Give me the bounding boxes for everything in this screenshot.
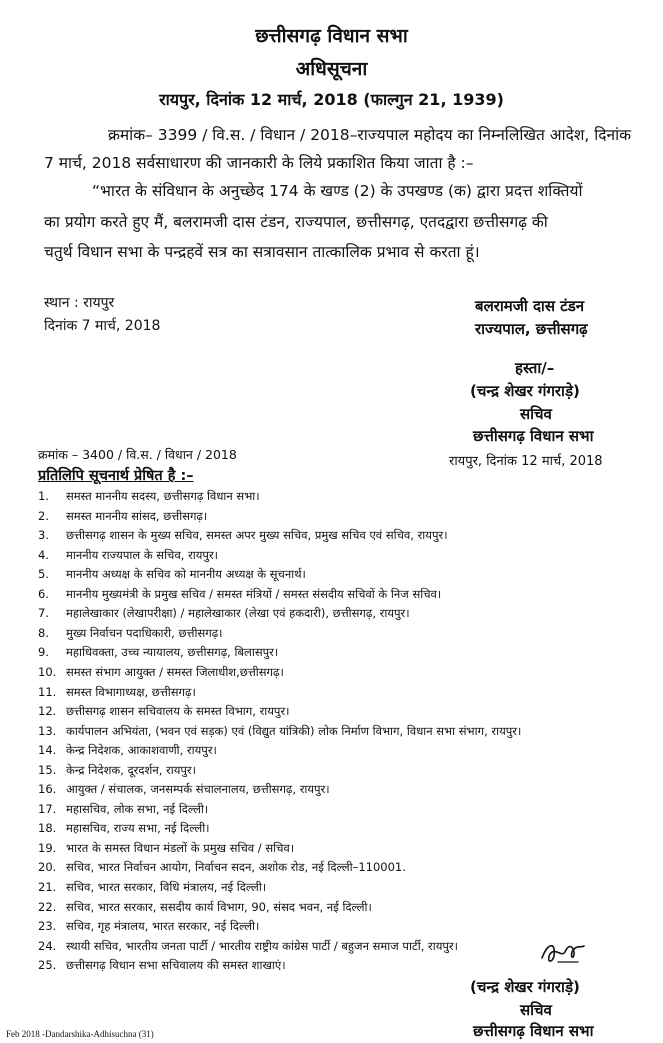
copy-item-text: महासचिव, लोक सभा, नई दिल्ली। (66, 802, 209, 816)
handwritten-signature (538, 938, 588, 968)
order-line-5: चतुर्थ विधान सभा के पन्द्रहवें सत्र का सत्रावसान तात्कालिक प्रभाव से करता हूं। (44, 243, 480, 261)
copy-item-text: भारत के समस्त विधान मंडलों के प्रमुख सचिव / सचिव। (66, 841, 295, 855)
copy-item-text: महाधिवक्ता, उच्च न्यायालय, छत्तीसगढ़, बिलासपुर। (66, 645, 279, 659)
copy-item-number: 14. (38, 743, 57, 757)
place-date-line: रायपुर, दिनांक 12 मार्च, 2018 (फाल्गुन 21, 1939) (159, 90, 504, 109)
signatory-office: छत्तीसगढ़ विधान सभा (473, 427, 594, 445)
copy-item-text: स्थायी सचिव, भारतीय जनता पार्टी / भारतीय राष्ट्रीय कांग्रेस पार्टी / बहुजन समाज पार्टी, रायपुर। (66, 939, 458, 953)
copy-item-text: कार्यपालन अभियंता, (भवन एवं सड़क) एवं (विद्युत यांत्रिकी) लोक निर्माण विभाग, विधान सभा संभाग, रायपुर। (66, 724, 522, 738)
copy-item-number: 3. (38, 528, 49, 542)
footer-signatory-name: (चन्द्र शेखर गंगराड़े) (470, 978, 580, 996)
copy-item-text: छत्तीसगढ़ विधान सभा सचिवालय की समस्त शाखाएं। (66, 958, 286, 972)
copy-item-number: 17. (38, 802, 57, 816)
copy-item-text: केन्द्र निदेशक, आकाशवाणी, रायपुर। (66, 743, 217, 757)
place-label: स्थान : रायपुर (44, 295, 115, 311)
copy-item-number: 21. (38, 880, 57, 894)
copy-item-text: समस्त विभागाध्यक्ष, छत्तीसगढ़। (66, 685, 196, 699)
copy-item-text: सचिव, भारत निर्वाचन आयोग, निर्वाचन सदन, अशोक रोड, नई दिल्ली–110001. (66, 860, 406, 874)
copy-item-text: सचिव, भारत सरकार, विधि मंत्रालय, नई दिल्ली। (66, 880, 267, 894)
copy-number: क्रमांक – 3400 / वि.स. / विधान / 2018 (38, 447, 237, 462)
date-label: दिनांक 7 मार्च, 2018 (44, 318, 161, 334)
copy-item-number: 19. (38, 841, 57, 855)
copy-item-text: समस्त माननीय सदस्य, छत्तीसगढ़ विधान सभा। (66, 489, 260, 503)
copy-item-number: 2. (38, 509, 49, 523)
copy-item-text: केन्द्र निदेशक, दूरदर्शन, रायपुर। (66, 763, 196, 777)
copy-item-number: 11. (38, 685, 57, 699)
footer-signatory-post: सचिव (520, 1001, 552, 1019)
copy-item-number: 16. (38, 782, 57, 796)
copy-item-text: छत्तीसगढ़ शासन के मुख्य सचिव, समस्त अपर मुख्य सचिव, प्रमुख सचिव एवं सचिव, रायपुर। (66, 528, 448, 542)
copy-item-number: 1. (38, 489, 49, 503)
copy-item-text: माननीय राज्यपाल के सचिव, रायपुर। (66, 548, 219, 562)
copy-item-number: 15. (38, 763, 57, 777)
notification-title: अधिसूचना (295, 58, 368, 80)
copy-item-text: माननीय अध्यक्ष के सचिव को माननीय अध्यक्ष के सूचनार्थ। (66, 567, 306, 581)
signatory-post: सचिव (520, 405, 552, 423)
copy-item-number: 10. (38, 665, 57, 679)
copy-item-number: 5. (38, 567, 49, 581)
copy-item-number: 24. (38, 939, 57, 953)
copy-heading: प्रतिलिपि सूचनार्थ प्रेषित है :– (38, 468, 194, 484)
copy-item-text: समस्त माननीय सांसद, छत्तीसगढ़। (66, 509, 208, 523)
copy-item-text: छत्तीसगढ़ शासन सचिवालय के समस्त विभाग, रायपुर। (66, 704, 290, 718)
copy-item-number: 23. (38, 919, 57, 933)
copy-item-text: सचिव, भारत सरकार, ससदीय कार्य विभाग, 90, संसद भवन, नई दिल्ली। (66, 900, 372, 914)
governor-title: राज्यपाल, छत्तीसगढ़ (475, 320, 588, 338)
copy-item-number: 13. (38, 724, 57, 738)
copy-item-number: 12. (38, 704, 57, 718)
copy-item-text: आयुक्त / संचालक, जनसम्पर्क संचालनालय, छत्तीसगढ़, रायपुर। (66, 782, 330, 796)
governor-name: बलरामजी दास टंडन (475, 297, 585, 315)
copy-item-number: 22. (38, 900, 57, 914)
order-line-1: क्रमांक– 3399 / वि.स. / विधान / 2018–राज्यपाल महोदय का निम्नलिखित आदेश, दिनांक (108, 126, 632, 144)
copy-item-number: 6. (38, 587, 49, 601)
copy-item-number: 9. (38, 645, 49, 659)
signatory-date: रायपुर, दिनांक 12 मार्च, 2018 (449, 454, 603, 469)
copy-item-text: माननीय मुख्यमंत्री के प्रमुख सचिव / समस्त मंत्रियों / समस्त संसदीय सचिवों के निज सचिव। (66, 587, 442, 601)
copy-item-text: महालेखाकार (लेखापरीक्षा) / महालेखाकार (लेखा एवं हकदारी), छत्तीसगढ़, रायपुर। (66, 606, 410, 620)
order-line-2: 7 मार्च, 2018 सर्वसाधारण की जानकारी के लिये प्रकाशित किया जाता है :– (44, 154, 474, 172)
copy-item-number: 25. (38, 958, 57, 972)
copy-item-text: महासचिव, राज्य सभा, नई दिल्ली। (66, 821, 210, 835)
copy-item-number: 18. (38, 821, 57, 835)
copy-item-number: 8. (38, 626, 49, 640)
assembly-title: छत्तीसगढ़ विधान सभा (255, 25, 408, 47)
copy-item-number: 4. (38, 548, 49, 562)
copy-item-text: मुख्य निर्वाचन पदाधिकारी, छत्तीसगढ़। (66, 626, 223, 640)
footer-signatory-office: छत्तीसगढ़ विधान सभा (473, 1022, 594, 1040)
signed-mark: हस्ता/– (515, 359, 555, 377)
copy-item-text: सचिव, गृह मंत्रालय, भारत सरकार, नई दिल्ली। (66, 919, 260, 933)
order-line-3: “भारत के संविधान के अनुच्छेद 174 के खण्ड (2) के उपखण्ड (क) द्वारा प्रदत्त शक्तियों (92, 182, 583, 200)
order-line-4: का प्रयोग करते हुए मैं, बलरामजी दास टंडन, राज्यपाल, छत्तीसगढ़, एतदद्वारा छत्तीसगढ़ की (44, 213, 548, 231)
footer-note: Feb 2018 -Dandarshika-Adhisuchna (31) (6, 1029, 154, 1039)
copy-item-number: 7. (38, 606, 49, 620)
copy-item-text: समस्त संभाग आयुक्त / समस्त जिलाधीश,छत्तीसगढ़। (66, 665, 284, 679)
copy-item-number: 20. (38, 860, 57, 874)
signatory-name: (चन्द्र शेखर गंगराड़े) (470, 382, 580, 400)
